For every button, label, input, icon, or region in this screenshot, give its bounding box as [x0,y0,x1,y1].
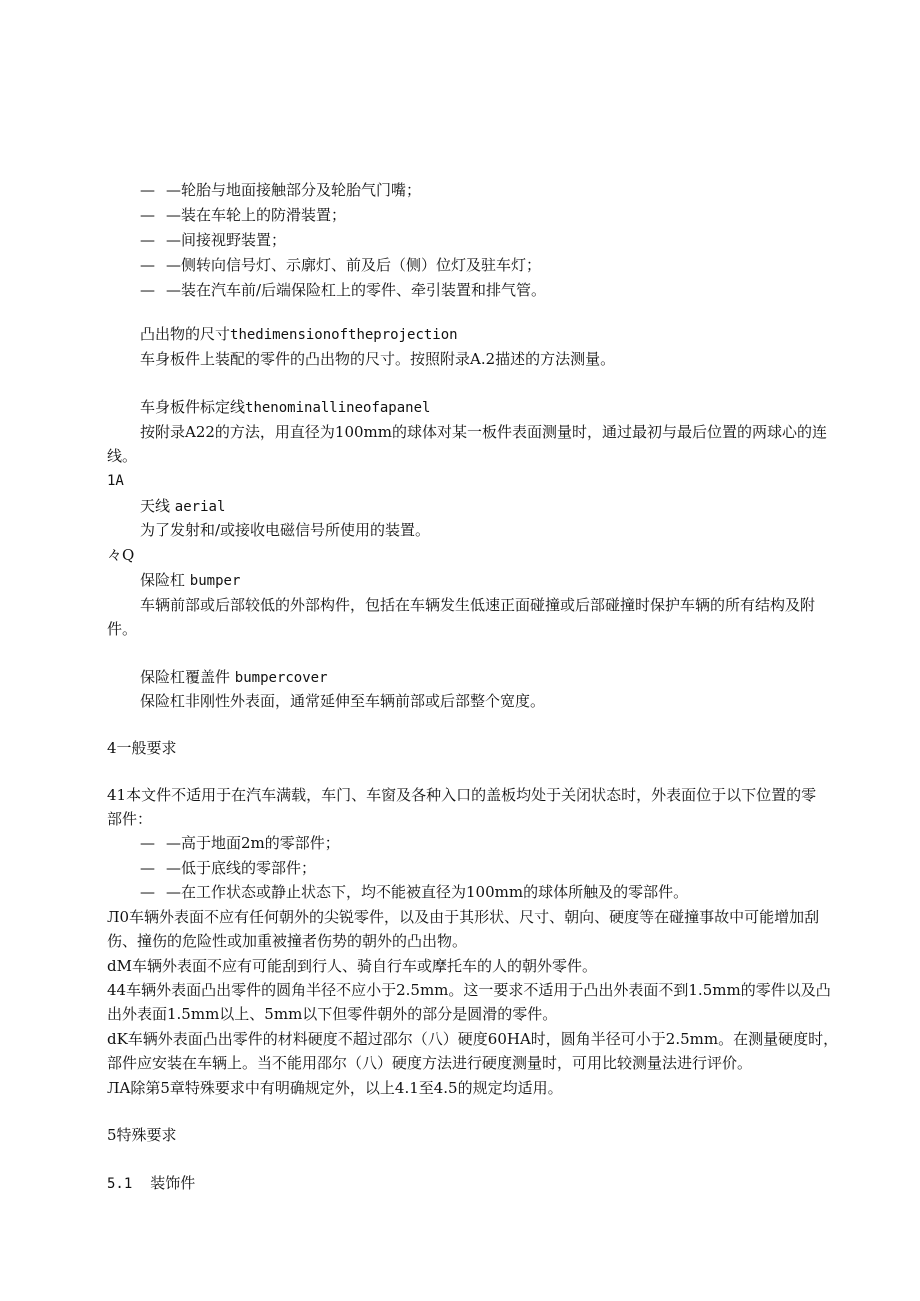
definition-body: 车身板件上装配的零件的凸出物的尺寸。按照附录A.2描述的方法测量。 [140,350,616,368]
definition-term: 天线 aerial [140,497,226,515]
definition-term: 凸出物的尺寸thedimensionoftheprojection [140,325,458,343]
clause-continued: 部件： [107,810,153,828]
list-item: — —高于地面2m的零部件； [140,834,340,852]
section-title: 5特殊要求 [107,1126,177,1144]
clause: dM车辆外表面不应有可能刮到行人、骑自行车或摩托车的人的朝外零件。 [107,957,597,975]
definition-body-continued: 件。 [107,620,138,638]
list-item: — —间接视野装置； [140,231,287,249]
clause: ЛA除第5章特殊要求中有明确规定外，以上4.1至4.5的规定均适用。 [107,1079,563,1097]
section-marker: 1A [107,473,124,489]
clause: 41本文件不适用于在汽车满载，车门、车窗及各种入口的盖板均处于关闭状态时，外表面位于以下位置的零 [107,786,817,804]
clause: Л0车辆外表面不应有任何朝外的尖锐零件，以及由于其形状、尺寸、朝向、硬度等在碰撞事故中可能增加刮 [107,908,820,926]
list-item: — —低于底线的零部件； [140,859,317,877]
clause-continued: 出外表面1.5mm以上、5mm以下但零件朝外的部分是圆滑的零件。 [107,1005,558,1023]
clause-continued: 伤、撞伤的危险性或加重被撞者伤势的朝外的凸出物。 [107,932,468,950]
section-marker: 々Q [107,546,135,564]
definition-body: 保险杠非刚性外表面，通常延伸至车辆前部或后部整个宽度。 [140,692,546,710]
list-item: — —在工作状态或静止状态下，均不能被直径为100mm的球体所触及的零部件。 [140,883,689,901]
clause-continued: 部件应安装在车辆上。当不能用邵尔（八）硬度方法进行硬度测量时，可用比较测量法进行评价。 [107,1054,753,1072]
list-item: — —侧转向信号灯、示廓灯、前及后（侧）位灯及驻车灯； [140,256,542,274]
list-item: — —装在汽车前/后端保险杠上的零件、牵引装置和排气管。 [140,281,547,299]
list-item: — —轮胎与地面接触部分及轮胎气门嘴； [140,181,422,199]
section-title: 4一般要求 [107,739,177,757]
definition-body: 按附录A22的方法，用直径为100mm的球体对某一板件表面测量时，通过最初与最后位置的两球心的连 [140,423,828,441]
clause: 44车辆外表面凸出零件的圆角半径不应小于2.5mm。这一要求不适用于凸出外表面不到1.5mm的零件以及凸 [107,981,831,999]
list-item: — —装在车轮上的防滑装置； [140,206,347,224]
definition-body-continued: 线。 [107,447,138,465]
definition-body: 车辆前部或后部较低的外部构件，包括在车辆发生低速正面碰撞或后部碰撞时保护车辆的所有结构及附 [140,596,816,614]
definition-term: 保险杠 bumper [140,571,241,589]
definition-term: 车身板件标定线thenominallineofapanel [140,398,431,416]
definition-term: 保险杠覆盖件 bumpercover [140,668,328,686]
subsection-title: 5.1 装饰件 [107,1174,196,1192]
clause: dK车辆外表面凸出零件的材料硬度不超过邵尔（八）硬度60HA时，圆角半径可小于2.5mm。在测量硬度时， [107,1030,839,1048]
definition-body: 为了发射和/或接收电磁信号所使用的装置。 [140,521,431,539]
